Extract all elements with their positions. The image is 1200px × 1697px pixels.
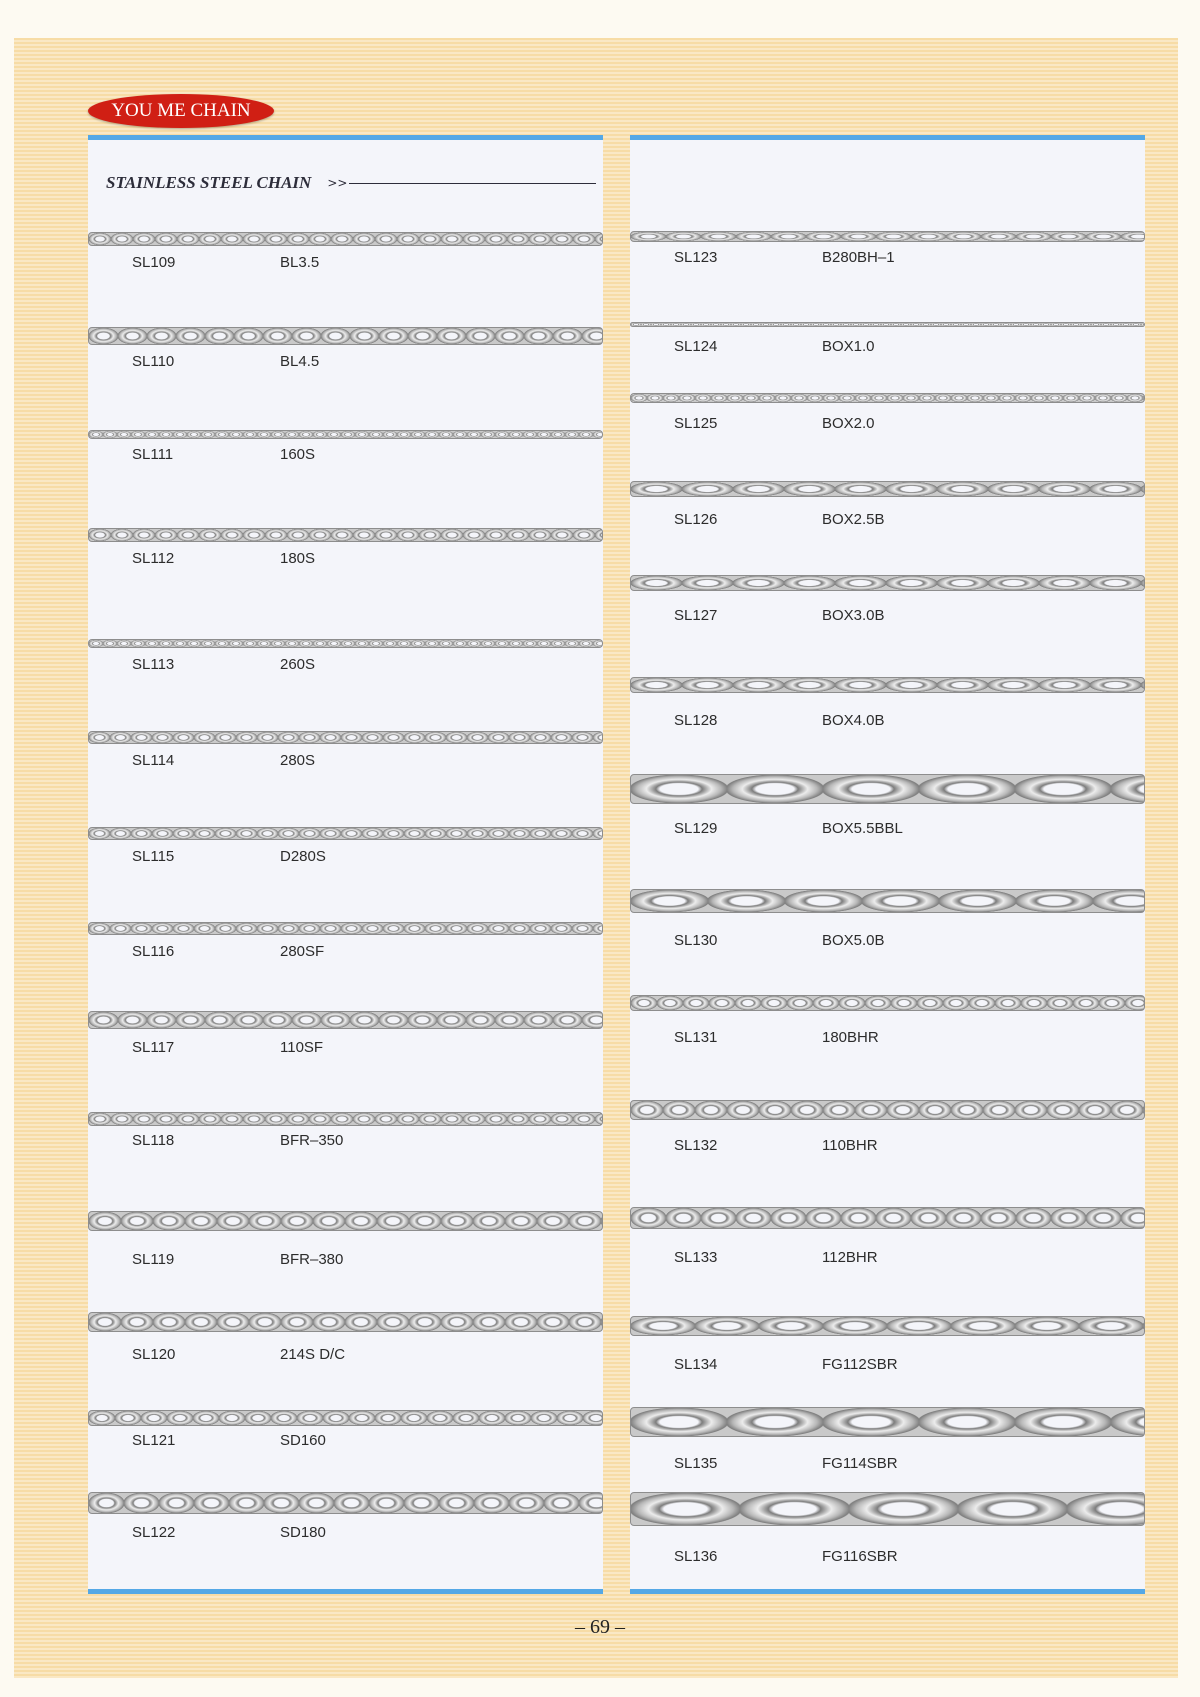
chain-model: BOX5.0B bbox=[822, 932, 885, 949]
chain-code: SL133 bbox=[674, 1249, 718, 1266]
chain-item bbox=[630, 575, 1145, 623]
chain-model: BOX2.5B bbox=[822, 511, 885, 528]
chain-model: D280S bbox=[280, 848, 326, 865]
chain-code: SL110 bbox=[132, 353, 175, 370]
chain-code: SL122 bbox=[132, 1524, 176, 1541]
chain-code: SL119 bbox=[132, 1251, 175, 1268]
chain-sample-image bbox=[630, 774, 1145, 804]
chain-item bbox=[88, 922, 603, 970]
chain-sample-image bbox=[88, 922, 603, 935]
chain-model: 214S D/C bbox=[280, 1346, 346, 1363]
chain-item bbox=[88, 1492, 603, 1540]
chain-model: 110SF bbox=[280, 1039, 324, 1056]
chain-sample-image bbox=[88, 1410, 603, 1426]
chain-item bbox=[88, 430, 603, 478]
chain-item bbox=[630, 774, 1145, 837]
chain-sample-image bbox=[630, 231, 1145, 242]
chain-model: SD180 bbox=[280, 1524, 326, 1541]
chain-item bbox=[88, 232, 603, 280]
chain-model: BOX1.0 bbox=[822, 338, 875, 355]
section-title: STAINLESS STEEL CHAIN bbox=[106, 173, 312, 192]
chain-code: SL130 bbox=[674, 932, 718, 949]
page-number: – 69 – bbox=[575, 1616, 625, 1638]
chain-code: SL134 bbox=[674, 1356, 718, 1373]
chain-code: SL116 bbox=[132, 943, 175, 960]
chain-model: 260S bbox=[280, 656, 316, 673]
chain-sample-image bbox=[630, 889, 1145, 913]
chain-code: SL113 bbox=[132, 656, 175, 673]
right-chain-panel bbox=[630, 135, 1145, 1594]
chain-model: FG114SBR bbox=[822, 1455, 898, 1472]
chain-item bbox=[88, 1211, 603, 1268]
chain-sample-image bbox=[88, 1211, 603, 1231]
chain-model: 160S bbox=[280, 446, 316, 463]
chain-model: B280BH–1 bbox=[822, 249, 895, 266]
chain-code: SL132 bbox=[674, 1137, 718, 1154]
chain-item bbox=[88, 1410, 603, 1458]
chain-code: SL123 bbox=[674, 249, 718, 266]
chain-sample-image bbox=[630, 1407, 1145, 1437]
chain-sample-image bbox=[630, 1207, 1145, 1229]
chain-item bbox=[630, 322, 1145, 370]
chain-code: SL131 bbox=[674, 1029, 718, 1046]
chain-code: SL125 bbox=[674, 415, 718, 432]
chain-model: BOX3.0B bbox=[822, 607, 885, 624]
chain-item bbox=[630, 1407, 1145, 1472]
chain-code: SL136 bbox=[674, 1548, 718, 1565]
chain-model: BL3.5 bbox=[280, 254, 320, 271]
chain-model: SD160 bbox=[280, 1432, 326, 1449]
chain-sample-image bbox=[88, 327, 603, 345]
chain-model: 280S bbox=[280, 752, 316, 769]
chain-sample-image bbox=[88, 232, 603, 246]
chain-code: SL112 bbox=[132, 550, 175, 567]
chain-model: BOX5.5BBL bbox=[822, 820, 903, 837]
chain-model: BFR–380 bbox=[280, 1251, 344, 1268]
chain-model: 280SF bbox=[280, 943, 325, 960]
left-chain-panel bbox=[88, 135, 603, 1594]
chain-item bbox=[88, 1312, 603, 1363]
chain-code: SL128 bbox=[674, 712, 718, 729]
chain-code: SL120 bbox=[132, 1346, 176, 1363]
chain-code: SL126 bbox=[674, 511, 718, 528]
section-rule bbox=[349, 183, 596, 184]
chain-item bbox=[630, 393, 1145, 441]
chain-sample-image bbox=[88, 1492, 603, 1514]
chain-sample-image bbox=[88, 1011, 603, 1029]
chain-item bbox=[630, 231, 1145, 279]
chain-sample-image bbox=[88, 430, 603, 439]
chain-code: SL109 bbox=[132, 254, 176, 271]
chain-model: BL4.5 bbox=[280, 353, 320, 370]
chain-item bbox=[88, 639, 603, 687]
chain-item bbox=[630, 481, 1145, 529]
chain-model: 180S bbox=[280, 550, 316, 567]
brand-name: YOU ME CHAIN bbox=[111, 100, 251, 121]
chain-item bbox=[630, 1207, 1145, 1266]
chain-sample-image bbox=[88, 639, 603, 648]
chain-code: SL135 bbox=[674, 1455, 718, 1472]
chain-code: SL124 bbox=[674, 338, 718, 355]
chain-sample-image bbox=[88, 827, 603, 840]
chain-sample-image bbox=[630, 322, 1145, 327]
chain-item bbox=[88, 1011, 603, 1059]
chain-model: 180BHR bbox=[822, 1029, 879, 1046]
chain-sample-image bbox=[88, 528, 603, 542]
chain-sample-image bbox=[88, 1312, 603, 1332]
chain-model: FG112SBR bbox=[822, 1356, 898, 1373]
chain-item bbox=[88, 327, 603, 375]
chain-item bbox=[630, 995, 1145, 1046]
chain-sample-image bbox=[630, 995, 1145, 1011]
chain-model: 112BHR bbox=[822, 1249, 878, 1266]
chain-sample-image bbox=[88, 1112, 603, 1126]
chain-sample-image bbox=[630, 1492, 1145, 1526]
chain-code: SL117 bbox=[132, 1039, 175, 1056]
chain-model: BFR–350 bbox=[280, 1132, 344, 1149]
chain-code: SL121 bbox=[132, 1432, 176, 1449]
chain-item bbox=[88, 528, 603, 576]
chain-sample-image bbox=[630, 393, 1145, 403]
chain-item bbox=[630, 1316, 1145, 1373]
chain-model: BOX2.0 bbox=[822, 415, 875, 432]
chain-sample-image bbox=[630, 677, 1145, 693]
chain-sample-image bbox=[630, 481, 1145, 497]
chain-sample-image bbox=[630, 575, 1145, 591]
chain-item bbox=[630, 889, 1145, 949]
chain-code: SL118 bbox=[132, 1132, 175, 1149]
chain-code: SL115 bbox=[132, 848, 175, 865]
chain-model: BOX4.0B bbox=[822, 712, 885, 729]
chain-model: 110BHR bbox=[822, 1137, 878, 1154]
chain-item bbox=[88, 1112, 603, 1160]
chain-sample-image bbox=[88, 731, 603, 744]
brand-logo bbox=[88, 94, 274, 128]
chain-item bbox=[630, 1100, 1145, 1154]
double-arrow-icon: >> bbox=[327, 176, 348, 190]
chain-code: SL129 bbox=[674, 820, 718, 837]
chain-item bbox=[630, 1492, 1145, 1565]
chain-item bbox=[88, 731, 603, 779]
chain-code: SL111 bbox=[132, 446, 174, 463]
chain-sample-image bbox=[630, 1316, 1145, 1336]
chain-code: SL114 bbox=[132, 752, 175, 769]
section-header bbox=[106, 172, 596, 194]
chain-code: SL127 bbox=[674, 607, 718, 624]
chain-item bbox=[88, 827, 603, 875]
chain-model: FG116SBR bbox=[822, 1548, 898, 1565]
chain-sample-image bbox=[630, 1100, 1145, 1120]
chain-item bbox=[630, 677, 1145, 729]
